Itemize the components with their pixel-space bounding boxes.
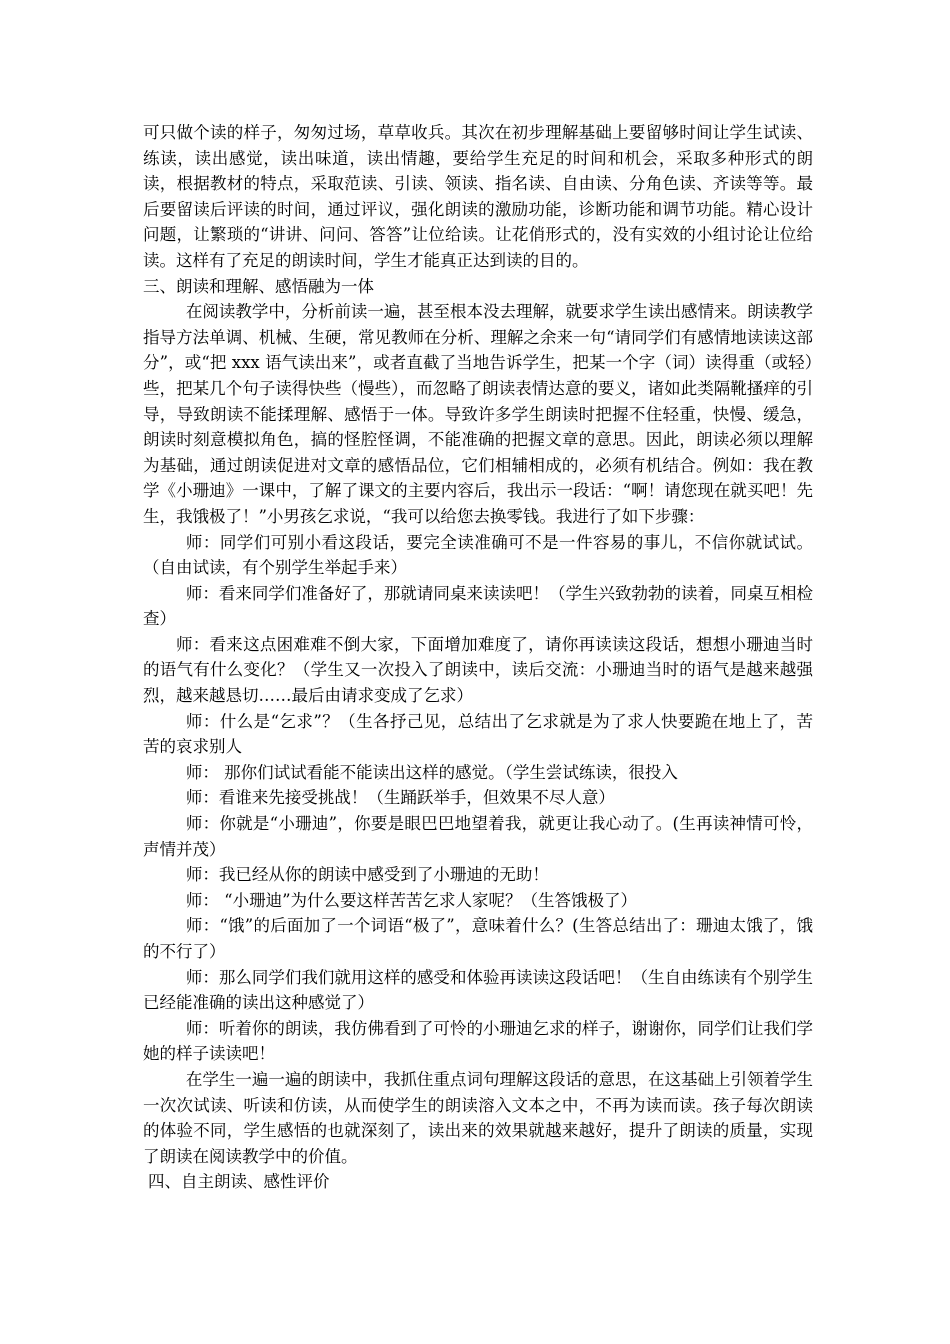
dialogue-line: 师：“饿”的后面加了一个词语“极了”，意味着什么？(生答总结出了：珊迪太饿了，饿的不行了） — [143, 916, 813, 961]
dialogue-line: 师： “小珊迪”为什么要这样苦苦乞求人家呢？（生答饿极了） — [185, 890, 638, 910]
dialogue-line: 师：你就是“小珊迪”，你要是眼巴巴地望着我，就更让我心动了。(生再读神情可怜，声情并茂） — [143, 814, 813, 859]
paragraph-reading-time: 可只做个读的样子，匆匆过场，草草收兵。其次在初步理解基础上要留够时间让学生试读、练读，读出感觉，读出味道，读出情趣，要给学生充足的时间和机会，采取多种形式的朗读，根据教材的特点，采取范读、引读、领读、指名读、自由读、分角色读、齐读等等。最后要留读后评读的时间，通过评议，强化朗读的激励功能，诊断功能和调节功能。精心设计问题，让繁琐的“讲讲、问问、答答”让位给读。让花俏形式的，没有实效的小组讨论让位给读。这样有了充足的朗读时间，学生才能真正达到读的目的。 — [143, 123, 813, 270]
section-heading-4: 四、自主朗读、感性评价 — [147, 1172, 330, 1192]
dialogue-line: 师：听着你的朗读，我仿佛看到了可怜的小珊迪乞求的样子，谢谢你，同学们让我们学她的样子读读吧！ — [143, 1018, 813, 1064]
dialogue-line: 师：什么是“乞求”？（生各抒己见，总结出了乞求就是为了求人快要跪在地上了，苦苦的哀求别人 — [143, 711, 813, 757]
dialogue-line: 师：同学们可别小看这段话，要完全读准确可不是一件容易的事儿，不信你就试试。（自由试读，有个别学生举起手来） — [143, 532, 813, 578]
dialogue-line: 师：看来同学们准备好了，那就请同桌来读读吧！（学生兴致勃勃的读着，同桌互相检查） — [143, 583, 813, 629]
section-heading-3: 三、朗读和理解、感悟融为一体 — [143, 276, 374, 296]
paragraph-summary: 在学生一遍一遍的朗读中，我抓住重点词句理解这段话的意思，在这基础上引领着学生一次次试读、听读和仿读，从而使学生的朗读溶入文本之中，不再为读而读。孩子每次朗读的体验不同，学生感悟的也就深刻了，读出来的效果就越来越好，提升了朗读的质量，实现了朗读在阅读教学中的价值。 — [143, 1069, 813, 1166]
dialogue-line: 师：那么同学们我们就用这样的感受和体验再读读这段话吧！（生自由练读有个别学生已经能准确的读出这种感觉了） — [143, 967, 813, 1013]
dialogue-line: 师：我已经从你的朗读中感受到了小珊迪的无助！ — [185, 865, 549, 885]
document-body — [143, 120, 813, 1195]
dialogue-line: 师：看来这点困难难不倒大家，下面增加难度了，请你再读读这段话，想想小珊迪当时的语气有什么变化？（学生又一次投入了朗读中，读后交流：小珊迪当时的语气是越来越强烈，越来越恳切……最后由请求变成了乞求） — [143, 634, 813, 706]
dialogue-line: 师：看谁来先接受挑战！（生踊跃举手，但效果不尽人意） — [185, 788, 615, 808]
paragraph-understanding: 在阅读教学中，分析前读一遍，甚至根本没去理解，就要求学生读出感情来。朗读教学指导方法单调、机械、生硬，常见教师在分析、理解之余来一句“请同学们有感情地读读这部分”，或“把 xxx 语气读出来”，或者直截了当地告诉学生，把某一个字（词）读得重（或轻）些，把某几个句子读得快些（慢些），而忽略了朗读表情达意的要义，诸如此类隔靴搔痒的引导，导致朗读不能揉理解、感悟于一体。导致许多学生朗读时把握不住轻重，快慢、缓急，朗读时刻意模拟角色，搞的怪腔怪调，不能准确的把握文章的意思。因此，朗读必须以理解为基础，通过朗读促进对文章的感悟品位，它们相辅相成的，必须有机结合。例如：我在教学《小珊迪》一课中，了解了课文的主要内容后，我出示一段话：“啊！请您现在就买吧！先生，我饿极了！”小男孩乞求说，“我可以给您去换零钱。我进行了如下步骤： — [143, 302, 813, 526]
dialogue-line: 师： 那你们试试看能不能读出这样的感觉。（学生尝试练读，很投入 — [185, 762, 678, 782]
